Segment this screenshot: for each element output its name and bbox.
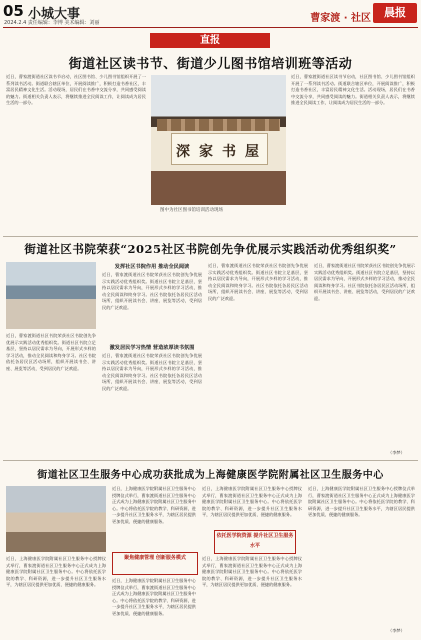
article3-headline: 街道社区卫生服务中心成功获批成为上海健康医学院附属社区卫生服务中心 (37, 470, 384, 481)
article2-body-col3: 近日，曹家渡街道社区书院荣获社区书院创先争优展示实践活动优秀组织奖。街道社区书院立足基层，坚持以居民需求为导向，开展形式多样的学习活动，推动全民阅读和终身学习。社区书院依托各居民区活动场所，组织开展读书会、讲座、展览等活动，受到居民的广泛欢迎。 (208, 263, 308, 301)
bookshelf-decoration (157, 119, 280, 131)
article1-photo-caption: 图中为社区图书馆培训活动现场 (160, 208, 223, 213)
article2-headline: 街道社区书院荣获“2025社区书院创先争优展示实践活动优秀组织奖” (24, 242, 397, 256)
section-divider (3, 460, 418, 461)
article2-author: （李梦） (388, 450, 405, 455)
page-header (0, 0, 421, 30)
article3-author: （李梦） (388, 628, 405, 633)
article2-body-mid2: 近日，曹家渡街道社区书院荣获社区书院创先争优展示实践活动优秀组织奖。街道社区书院立足基层，坚持以居民需求为导向，开展形式多样的学习活动，推动全民阅读和终身学习。社区书院依托各居民区活动场所，组织开展读书会、讲座、展览等活动，受到居民的广泛欢迎。 (102, 353, 202, 391)
article3-body-col3: 近日，上海健康医学院附属社区卫生服务中心授牌仪式举行，曹家渡街道社区卫生服务中心正式成为上海健康医学院附属社区卫生服务中心。中心将依托医学院的教学、科研资源，进一步提升社区卫生服务水平，为辖区居民提供更加优质、便捷的健康服务。 (202, 486, 302, 517)
article3-photo (6, 486, 106, 552)
article3-body-col3b: 近日，上海健康医学院附属社区卫生服务中心授牌仪式举行，曹家渡街道社区卫生服务中心正式成为上海健康医学院附属社区卫生服务中心。中心将依托医学院的教学、科研资源，进一步提升社区卫生服务水平，为辖区居民提供更加优质、便捷的健康服务。 (202, 556, 302, 587)
page-number: 05 (3, 2, 24, 20)
article2-subhead-1: 发挥社区书院作用 推动全民阅读 (114, 264, 190, 270)
sign-board (171, 133, 268, 165)
sign-char: 家 (199, 144, 213, 160)
article3-body-col2b: 近日，上海健康医学院附属社区卫生服务中心授牌仪式举行，曹家渡街道社区卫生服务中心正式成为上海健康医学院附属社区卫生服务中心。中心将依托医学院的教学、科研资源，进一步提升社区卫生服务水平，为辖区居民提供更加优质、便捷的健康服务。 (112, 578, 196, 616)
article3-callout-1: 聚焦健康管理 创新服务模式 (112, 552, 198, 575)
header-rule (3, 27, 418, 28)
article2-body-col4: 近日，曹家渡街道社区书院荣获社区书院创先争优展示实践活动优秀组织奖。街道社区书院立足基层，坚持以居民需求为导向，开展形式多样的学习活动，推动全民阅读和终身学习。社区书院依托各居民区活动场所，组织开展读书会、讲座、展览等活动，受到居民的广泛欢迎。 (314, 263, 415, 301)
article3-callout-2: 依托医学院资源 提升社区卫生服务水平 (214, 530, 296, 554)
newspaper-logo: 晨报 (373, 3, 417, 23)
section-divider (3, 236, 418, 237)
article1-body-left: 近日，曹家渡街道社区读书节启动，社区图书馆、少儿图书馆组织开展了一系列读书活动。街道联合辖区单位，开展阅读推广，积极打造书香社区，丰富居民精神文化生活。活动现场，居民们在书香中交流分享，共同感受阅读的魅力。街道相关负责人表示，将继续推进全民阅读工作，让阅读成为居民生活的一部分。 (6, 74, 146, 105)
article2-body-left: 近日，曹家渡街道社区书院荣获社区书院创先争优展示实践活动优秀组织奖。街道社区书院立足基层，坚持以居民需求为导向，开展形式多样的学习活动，推动全民阅读和终身学习。社区书院依托各居民区活动场所，组织开展读书会、讲座、展览等活动，受到居民的广泛欢迎。 (6, 333, 96, 371)
article3-body-col4: 近日，上海健康医学院附属社区卫生服务中心授牌仪式举行，曹家渡街道社区卫生服务中心正式成为上海健康医学院附属社区卫生服务中心。中心将依托医学院的教学、科研资源，进一步提升社区卫生服务水平，为辖区居民提供更加优质、便捷的健康服务。 (308, 486, 415, 517)
sign-char: 书 (222, 144, 236, 160)
article2-subhead-2: 激发居民学习热情 营造浓厚读书氛围 (109, 345, 195, 351)
section-banner: 直报 (150, 33, 270, 48)
article3-body-left: 近日，上海健康医学院附属社区卫生服务中心授牌仪式举行，曹家渡街道社区卫生服务中心正式成为上海健康医学院附属社区卫生服务中心。中心将依托医学院的教学、科研资源，进一步提升社区卫生服务水平，为辖区居民提供更加优质、便捷的健康服务。 (6, 556, 106, 587)
brand-text: 曹家渡 · 社区 (310, 13, 371, 24)
sign-char: 屋 (245, 144, 259, 160)
article1-body-right: 近日，曹家渡街道社区读书节启动，社区图书馆、少儿图书馆组织开展了一系列读书活动。街道联合辖区单位，开展阅读推广，积极打造书香社区，丰富居民精神文化生活。活动现场，居民们在书香中交流分享，共同感受阅读的魅力。街道相关负责人表示，将继续推进全民阅读工作，让阅读成为居民生活的一部分。 (291, 74, 415, 105)
article1-headline: 街道社区读书节、街道少儿图书馆培训班等活动 (68, 57, 353, 72)
article3-body-col2: 近日，上海健康医学院附属社区卫生服务中心授牌仪式举行，曹家渡街道社区卫生服务中心正式成为上海健康医学院附属社区卫生服务中心。中心将依托医学院的教学、科研资源，进一步提升社区卫生服务水平，为辖区居民提供更加优质、便捷的健康服务。 (112, 486, 196, 524)
article2-photo (6, 262, 96, 329)
header-meta: 2024.2.4 责任编辑：李博 美术编辑：刘丽 (4, 20, 100, 26)
article1-photo (151, 75, 286, 205)
article2-body-mid: 近日，曹家渡街道社区书院荣获社区书院创先争优展示实践活动优秀组织奖。街道社区书院立足基层，坚持以居民需求为导向，开展形式多样的学习活动，推动全民阅读和终身学习。社区书院依托各居民区活动场所，组织开展读书会、讲座、展览等活动，受到居民的广泛欢迎。 (102, 272, 202, 310)
section-title: 小城大事 (28, 7, 81, 22)
sign-char: 深 (176, 144, 190, 160)
